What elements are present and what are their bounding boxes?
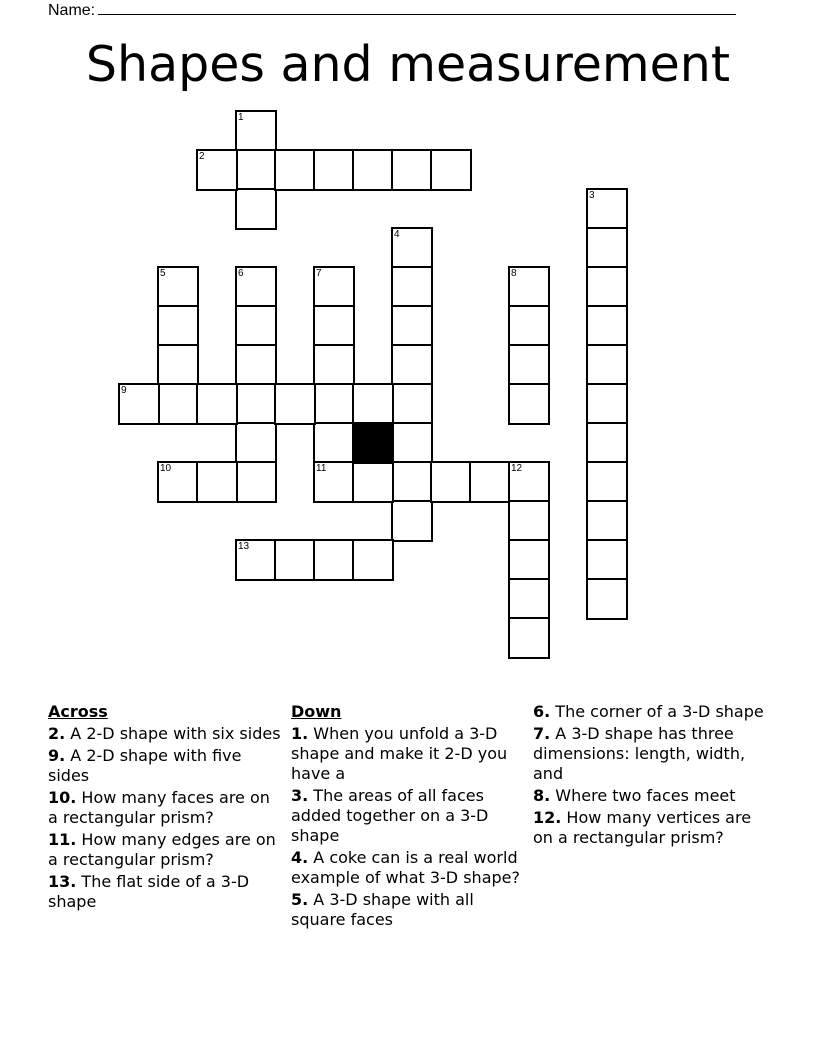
grid-cell[interactable]	[391, 266, 433, 308]
grid-cell[interactable]	[586, 539, 628, 581]
clue-number: 6	[238, 268, 244, 279]
clue-number-label: 13.	[48, 872, 77, 891]
clue-item	[533, 724, 773, 784]
clue-text: A 2-D shape with six sides	[65, 724, 281, 743]
clue-number: 1	[238, 112, 244, 123]
clue-number: 2	[199, 151, 205, 162]
grid-cell[interactable]	[586, 500, 628, 542]
black-square	[352, 422, 394, 464]
name-label: Name:	[48, 2, 96, 19]
grid-cell[interactable]	[313, 461, 355, 503]
down-clues-continued	[533, 702, 773, 850]
grid-cell[interactable]	[157, 305, 199, 347]
clue-number: 10	[160, 463, 172, 474]
clue-item	[533, 786, 773, 806]
grid-cell[interactable]	[586, 422, 628, 464]
clue-item	[48, 872, 284, 912]
grid-cell[interactable]	[313, 149, 355, 191]
clue-number: 4	[394, 229, 400, 240]
clue-text: A 2-D shape with five sides	[48, 746, 242, 785]
grid-cell[interactable]	[508, 617, 550, 659]
clue-number-label: 4.	[291, 848, 309, 867]
grid-cell[interactable]	[430, 149, 472, 191]
grid-cell[interactable]	[235, 149, 277, 191]
clue-text: How many faces are on a rectangular prism?	[48, 788, 270, 827]
grid-cell[interactable]	[391, 227, 433, 269]
grid-cell[interactable]	[586, 383, 628, 425]
grid-cell[interactable]	[313, 539, 355, 581]
clue-item	[291, 848, 527, 888]
clue-text: How many vertices are on a rectangular prism?	[533, 808, 752, 847]
clue-text: Where two faces meet	[550, 786, 736, 805]
grid-cell[interactable]	[391, 461, 433, 503]
grid-cell[interactable]	[235, 383, 277, 425]
grid-cell[interactable]	[586, 266, 628, 308]
grid-cell[interactable]	[391, 149, 433, 191]
grid-cell[interactable]	[235, 188, 277, 230]
clue-number: 7	[316, 268, 322, 279]
grid-cell[interactable]	[352, 539, 394, 581]
grid-cell[interactable]	[274, 539, 316, 581]
grid-cell[interactable]	[118, 383, 160, 425]
clue-item	[48, 724, 284, 744]
grid-cell[interactable]	[313, 422, 355, 464]
grid-cell[interactable]	[508, 305, 550, 347]
clue-text: When you unfold a 3-D shape and make it 2-D you have a	[291, 724, 508, 783]
grid-cell[interactable]	[586, 344, 628, 386]
clue-item	[291, 724, 527, 784]
clue-number-label: 8.	[533, 786, 551, 805]
grid-cell[interactable]	[235, 266, 277, 308]
clue-number-label: 3.	[291, 786, 309, 805]
grid-cell[interactable]	[274, 383, 316, 425]
grid-cell[interactable]	[274, 149, 316, 191]
clue-number: 5	[160, 268, 166, 279]
clue-number: 8	[511, 268, 517, 279]
grid-cell[interactable]	[586, 227, 628, 269]
across-clues	[48, 702, 284, 914]
clue-item	[48, 788, 284, 828]
grid-cell[interactable]	[235, 305, 277, 347]
grid-cell[interactable]	[586, 578, 628, 620]
grid-cell[interactable]	[196, 149, 238, 191]
grid-cell[interactable]	[508, 266, 550, 308]
grid-cell[interactable]	[508, 344, 550, 386]
clue-number-label: 2.	[48, 724, 66, 743]
grid-cell[interactable]	[391, 305, 433, 347]
grid-cell[interactable]	[196, 461, 238, 503]
grid-cell[interactable]	[586, 461, 628, 503]
clue-number-label: 9.	[48, 746, 66, 765]
grid-cell[interactable]	[157, 383, 199, 425]
clue-text: The flat side of a 3-D shape	[48, 872, 250, 911]
across-heading: Across	[48, 702, 108, 721]
grid-cell[interactable]	[430, 461, 472, 503]
clue-text: A 3-D shape with all square faces	[291, 890, 474, 929]
clue-text: The corner of a 3-D shape	[550, 702, 764, 721]
clue-number-label: 5.	[291, 890, 309, 909]
clue-text: A 3-D shape has three dimensions: length, width, and	[533, 724, 746, 783]
clue-number-label: 1.	[291, 724, 309, 743]
grid-cell[interactable]	[586, 188, 628, 230]
down-heading: Down	[291, 702, 342, 721]
clue-text: The areas of all faces added together on a 3-D shape	[291, 786, 489, 845]
grid-cell[interactable]	[391, 344, 433, 386]
clue-item	[533, 808, 773, 848]
clue-item	[48, 746, 284, 786]
grid-cell[interactable]	[391, 422, 433, 464]
clue-number: 9	[121, 385, 127, 396]
grid-cell[interactable]	[391, 500, 433, 542]
clue-number: 3	[589, 190, 595, 201]
grid-cell[interactable]	[352, 383, 394, 425]
grid-cell[interactable]	[235, 422, 277, 464]
down-clues	[291, 702, 527, 932]
name-field	[48, 0, 736, 20]
grid-cell[interactable]	[313, 266, 355, 308]
clue-item	[533, 702, 773, 722]
grid-cell[interactable]	[391, 383, 433, 425]
grid-cell[interactable]	[157, 461, 199, 503]
grid-cell[interactable]	[508, 461, 550, 503]
grid-cell[interactable]	[235, 344, 277, 386]
grid-cell[interactable]	[469, 461, 511, 503]
grid-cell[interactable]	[196, 383, 238, 425]
grid-cell[interactable]	[313, 305, 355, 347]
clue-number: 11	[316, 463, 327, 474]
name-underline[interactable]	[98, 0, 736, 15]
clue-number-label: 6.	[533, 702, 551, 721]
grid-cell[interactable]	[508, 383, 550, 425]
grid-cell[interactable]	[235, 539, 277, 581]
grid-cell[interactable]	[235, 461, 277, 503]
grid-cell[interactable]	[235, 110, 277, 152]
grid-cell[interactable]	[508, 539, 550, 581]
clue-item	[291, 786, 527, 846]
grid-cell[interactable]	[508, 578, 550, 620]
grid-cell[interactable]	[157, 344, 199, 386]
page-title: Shapes and measurement	[85, 36, 731, 93]
grid-cell[interactable]	[313, 383, 355, 425]
clue-number-label: 10.	[48, 788, 77, 807]
grid-cell[interactable]	[586, 305, 628, 347]
grid-cell[interactable]	[352, 149, 394, 191]
clue-number: 13	[238, 541, 250, 552]
grid-cell[interactable]	[157, 266, 199, 308]
grid-cell[interactable]	[313, 344, 355, 386]
grid-cell[interactable]	[508, 500, 550, 542]
clue-number-label: 7.	[533, 724, 551, 743]
clue-number-label: 11.	[48, 830, 77, 849]
grid-cell[interactable]	[352, 461, 394, 503]
clue-item	[291, 890, 527, 930]
clue-text: A coke can is a real world example of what 3-D shape?	[291, 848, 520, 887]
clue-item	[48, 830, 284, 870]
clue-number-label: 12.	[533, 808, 562, 827]
clue-text: How many edges are on a rectangular prism?	[48, 830, 276, 869]
clue-number: 12	[511, 463, 523, 474]
